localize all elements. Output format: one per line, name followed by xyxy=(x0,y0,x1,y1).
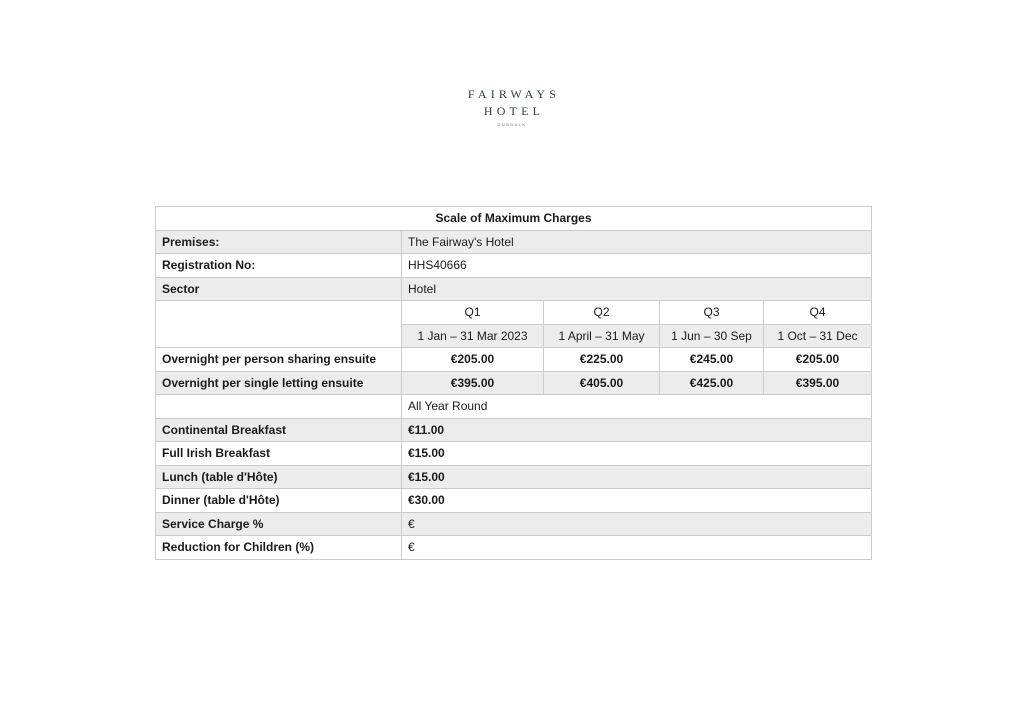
meal-label: Lunch (table d'Hôte) xyxy=(156,465,402,489)
period-header: 1 Jan – 31 Mar 2023 xyxy=(402,324,544,348)
table-row xyxy=(156,254,872,278)
quarter-header: Q2 xyxy=(544,301,660,325)
logo-line-fairways: FAIRWAYS xyxy=(467,87,561,101)
registration-label: Registration No: xyxy=(156,254,402,278)
meal-label: Continental Breakfast xyxy=(156,418,402,442)
table-row xyxy=(156,277,872,301)
table-row xyxy=(156,395,872,419)
table-row xyxy=(156,207,872,231)
logo-line-hotel: HOTEL xyxy=(483,104,545,118)
all-year-label: All Year Round xyxy=(402,395,872,419)
period-header: 1 Jun – 30 Sep xyxy=(660,324,764,348)
meal-label: Full Irish Breakfast xyxy=(156,442,402,466)
logo-line-location: DUNDALK xyxy=(497,122,527,127)
price-cell: €205.00 xyxy=(764,348,872,372)
service-charge-label: Service Charge % xyxy=(156,512,402,536)
price-cell: €205.00 xyxy=(402,348,544,372)
table-row xyxy=(156,465,872,489)
charges-table xyxy=(155,206,872,560)
table-row xyxy=(156,348,872,372)
table-row xyxy=(156,536,872,560)
meal-price: €15.00 xyxy=(402,442,872,466)
table-row xyxy=(156,489,872,513)
price-cell: €245.00 xyxy=(660,348,764,372)
price-cell: €225.00 xyxy=(544,348,660,372)
meal-price: €15.00 xyxy=(402,465,872,489)
table-row xyxy=(156,301,872,325)
table-title: Scale of Maximum Charges xyxy=(156,207,872,231)
quarter-header: Q1 xyxy=(402,301,544,325)
table-row xyxy=(156,371,872,395)
blank-cell xyxy=(156,395,402,419)
premises-label: Premises: xyxy=(156,230,402,254)
overnight-sharing-label: Overnight per person sharing ensuite xyxy=(156,348,402,372)
meal-price: €30.00 xyxy=(402,489,872,513)
price-cell: €395.00 xyxy=(402,371,544,395)
overnight-single-label: Overnight per single letting ensuite xyxy=(156,371,402,395)
hotel-logo xyxy=(412,86,612,128)
sector-value: Hotel xyxy=(402,277,872,301)
reduction-children-value: € xyxy=(402,536,872,560)
premises-value: The Fairway's Hotel xyxy=(402,230,872,254)
reduction-children-label: Reduction for Children (%) xyxy=(156,536,402,560)
price-cell: €395.00 xyxy=(764,371,872,395)
price-cell: €405.00 xyxy=(544,371,660,395)
meal-label: Dinner (table d'Hôte) xyxy=(156,489,402,513)
table-row xyxy=(156,512,872,536)
service-charge-value: € xyxy=(402,512,872,536)
sector-label: Sector xyxy=(156,277,402,301)
price-cell: €425.00 xyxy=(660,371,764,395)
quarter-header: Q4 xyxy=(764,301,872,325)
registration-value: HHS40666 xyxy=(402,254,872,278)
blank-cell xyxy=(156,301,402,348)
table-row xyxy=(156,230,872,254)
meal-price: €11.00 xyxy=(402,418,872,442)
period-header: 1 April – 31 May xyxy=(544,324,660,348)
period-header: 1 Oct – 31 Dec xyxy=(764,324,872,348)
table-row xyxy=(156,442,872,466)
table-row xyxy=(156,418,872,442)
quarter-header: Q3 xyxy=(660,301,764,325)
